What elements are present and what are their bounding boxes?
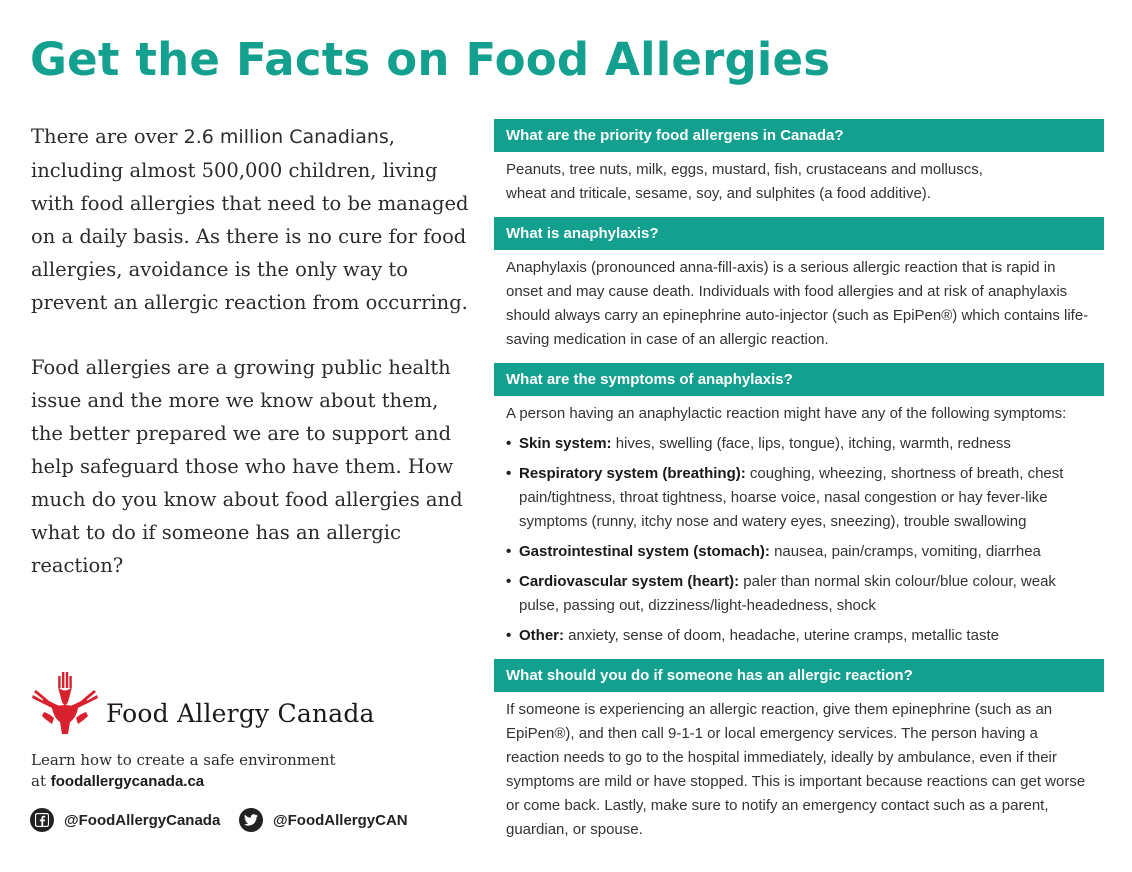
answer-line-1: Peanuts, tree nuts, milk, eggs, mustard, fish, crustaceans and molluscs, — [506, 161, 983, 178]
symptom-desc: hives, swelling (face, lips, tongue), itching, warmth, redness — [611, 435, 1011, 452]
intro-text-2: Food allergies are a growing public health issue and the more we know about them, the better prepared we are to support and help safeguard those who have them. How much do you know about food allergies and what to do if someone has an allergic reaction? — [31, 356, 463, 577]
learn-prefix: at — [31, 772, 51, 790]
symptom-desc: paler than normal skin colour/blue colour, weak pulse, passing out, dizziness/light-headedness, shock — [519, 573, 1056, 614]
list-item — [506, 624, 1092, 648]
symptom-system: Other: — [519, 627, 564, 644]
symptom-system: Respiratory system (breathing): — [519, 465, 746, 482]
section-body — [494, 250, 1104, 352]
section-heading: What are the symptoms of anaphylaxis? — [494, 363, 1104, 396]
twitter-icon — [239, 808, 263, 832]
intro-highlight: 2.6 million Canadians — [183, 126, 389, 148]
section-body — [494, 692, 1104, 842]
section-body — [494, 396, 1104, 648]
section-what-to-do — [494, 659, 1104, 842]
answer-text: Anaphylaxis (pronounced anna-fill-axis) is a serious allergic reaction that is rapid in onset and may cause death. Individuals with food allergies and at risk of anaphylaxis should always carry an epinephrine auto-injector (such as EpiPen®) which contains life-saving medication in case of an allergic reaction. — [506, 259, 1089, 348]
section-heading: What is anaphylaxis? — [494, 217, 1104, 250]
list-item — [506, 570, 1092, 618]
twitter-link[interactable] — [239, 808, 408, 832]
learn-more-text — [31, 750, 336, 792]
twitter-handle: @FoodAllergyCAN — [273, 811, 408, 829]
fork-logo-icon — [30, 668, 100, 736]
facebook-icon — [30, 808, 54, 832]
list-item — [506, 432, 1092, 456]
symptom-system: Skin system: — [519, 435, 612, 452]
facebook-link[interactable] — [30, 808, 220, 832]
page-title: Get the Facts on Food Allergies — [30, 33, 831, 86]
symptom-system: Gastrointestinal system (stomach): — [519, 543, 770, 560]
symptom-desc: anxiety, sense of doom, headache, uterine cramps, metallic taste — [564, 627, 999, 644]
section-anaphylaxis — [494, 217, 1104, 352]
answer-text: If someone is experiencing an allergic reaction, give them epinephrine (such as an EpiPen®), and then call 9-1-1 or local emergency services. The person having a reaction needs to go to the hospital immediately, ideally by ambulance, even if their symptoms are mild or have stopped. This is important because reactions can get worse or come back. Lastly, make sure to notify an emergency contact such as a parent, guardian, or spouse. — [506, 701, 1086, 838]
logo-text: Food Allergy Canada — [106, 698, 375, 728]
intro-text-after: , including almost 500,000 children, living with food allergies that need to be managed on a daily basis. As there is no cure for food allergies, avoidance is the only way to prevent an allergic reaction from occurring. — [31, 125, 469, 314]
answer-line-2: wheat and triticale, sesame, soy, and sulphites (a food additive). — [506, 185, 931, 202]
symptom-list — [506, 432, 1092, 648]
section-heading: What are the priority food allergens in Canada? — [494, 119, 1104, 152]
symptoms-intro: A person having an anaphylactic reaction might have any of the following symptoms: — [506, 405, 1067, 422]
section-body — [494, 152, 1104, 206]
section-symptoms — [494, 363, 1104, 648]
intro-paragraph-1 — [31, 120, 471, 319]
food-allergy-canada-logo — [30, 668, 375, 736]
section-heading: What should you do if someone has an allergic reaction? — [494, 659, 1104, 692]
list-item — [506, 462, 1092, 534]
intro-text-before: There are over — [31, 125, 184, 148]
section-priority-allergens — [494, 119, 1104, 206]
list-item — [506, 540, 1092, 564]
learn-line-1: Learn how to create a safe environment — [31, 751, 336, 769]
website-link[interactable]: foodallergycanada.ca — [50, 773, 205, 790]
facebook-handle: @FoodAllergyCanada — [64, 811, 221, 829]
symptom-desc: nausea, pain/cramps, vomiting, diarrhea — [769, 543, 1041, 560]
symptom-system: Cardiovascular system (heart): — [519, 573, 740, 590]
symptom-desc: coughing, wheezing, shortness of breath, chest pain/tightness, throat tightness, hoarse voice, nasal congestion or hay fever-like symptoms (runny, itchy nose and watery eyes, sneezing), trouble swallowing — [519, 465, 1064, 530]
intro-paragraph-2 — [31, 351, 471, 582]
